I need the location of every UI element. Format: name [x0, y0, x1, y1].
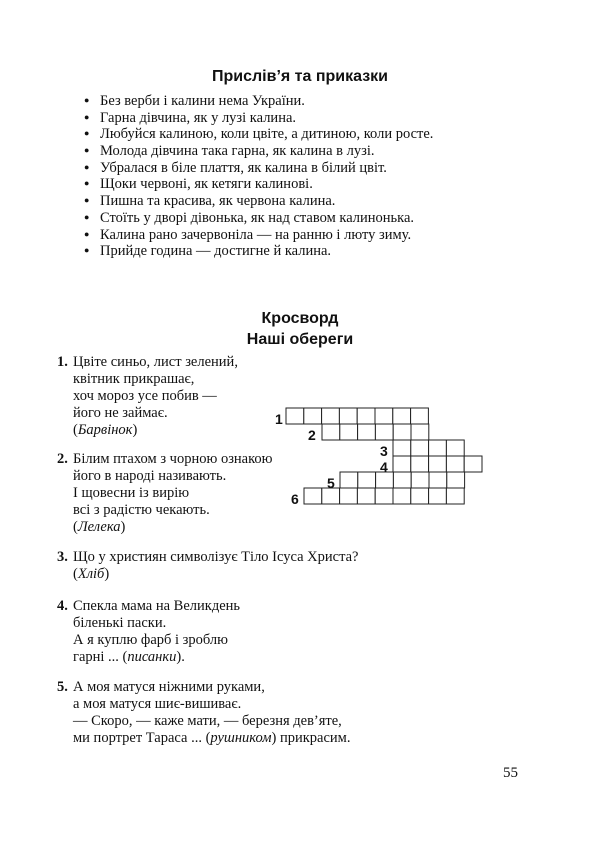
list-item: ● Пишна та красива, як червона калина. [84, 192, 433, 209]
answer: Лелека [77, 519, 121, 535]
crossword-cell[interactable] [411, 440, 429, 456]
question-line: А моя матуся ніжними руками, [73, 679, 265, 695]
answer-line: гарні ... (писанки). [73, 649, 185, 665]
crossword-cell[interactable] [357, 488, 375, 504]
crossword-row-label: 3 [380, 443, 388, 459]
crossword-cell[interactable] [393, 472, 411, 488]
list-item: ● Прийде година — достигне й калина. [84, 242, 433, 259]
crossword-cell[interactable] [429, 456, 447, 472]
list-item: ● Стоїть у дворі дівонька, як над ставом калинонька. [84, 209, 433, 226]
crossword-cell[interactable] [393, 488, 411, 504]
crossword-cell[interactable] [304, 408, 322, 424]
question-line: Що у християн символізує Тіло Ісуса Христа? [73, 549, 359, 565]
question-line: І щовесни із вирію [73, 485, 190, 501]
crossword-cell[interactable] [393, 456, 411, 472]
answer: рушником [210, 730, 272, 746]
question-line: біленькі паски. [73, 615, 167, 631]
question-number: 1. [57, 354, 68, 370]
crossword-cell[interactable] [375, 424, 393, 440]
crossword-row-label: 6 [291, 491, 299, 507]
crossword-cell[interactable] [358, 424, 376, 440]
answer-line: (Барвінок) [73, 422, 138, 438]
crossword-row-label: 1 [275, 411, 283, 427]
crossword-row-label: 2 [308, 427, 316, 443]
question-number: 3. [57, 549, 68, 565]
crossword-cell[interactable] [411, 488, 429, 504]
crossword-cell[interactable] [429, 488, 447, 504]
crossword-cell[interactable] [446, 456, 464, 472]
crossword-cell[interactable] [304, 488, 322, 504]
answer: Хліб [77, 566, 105, 582]
question-line: Білим птахом з чорною ознакою [73, 451, 273, 467]
crossword-cell[interactable] [411, 424, 429, 440]
crossword-subtitle: Наші обереги [246, 331, 354, 348]
crossword-cell[interactable] [340, 424, 358, 440]
crossword-cell[interactable] [411, 472, 429, 488]
question-line: а моя матуся шиє-вишиває. [73, 696, 242, 712]
answer-line: (Лелека) [73, 519, 126, 535]
crossword-cell[interactable] [339, 408, 357, 424]
crossword-cell[interactable] [411, 456, 429, 472]
question-number: 4. [57, 598, 68, 614]
crossword-cell[interactable] [340, 472, 358, 488]
crossword-cell[interactable] [393, 408, 411, 424]
list-item: ● Любуйся калиною, коли цвіте, а дитиною, коли росте. [84, 125, 433, 142]
question-line: хоч мороз усе побив — [73, 388, 217, 404]
crossword-cell[interactable] [340, 488, 358, 504]
answer: Барвінок [77, 422, 133, 438]
crossword-row-label: 5 [327, 475, 335, 491]
crossword-cell[interactable] [322, 408, 340, 424]
question-number: 2. [57, 451, 68, 467]
list-item: ● Щоки червоні, як кетяги калинові. [84, 175, 433, 192]
crossword-cell[interactable] [322, 424, 340, 440]
list-item: ● Гарна дівчина, як у лузі калина. [84, 109, 433, 126]
crossword-title: Кросворд [261, 310, 339, 327]
list-item: ● Калина рано зачервоніла — на ранню і люту зиму. [84, 226, 433, 243]
crossword-cell[interactable] [286, 408, 304, 424]
crossword-cell[interactable] [393, 424, 411, 440]
answer: писанки [127, 649, 177, 665]
question-line: — Скоро, — каже мати, — березня дев’яте, [73, 713, 342, 729]
crossword-cell[interactable] [447, 472, 465, 488]
crossword-cell[interactable] [429, 440, 447, 456]
crossword-row-label: 4 [380, 459, 388, 475]
crossword-cell[interactable] [375, 408, 393, 424]
question-number: 5. [57, 679, 68, 695]
question-line: Цвіте синьо, лист зелений, [73, 354, 238, 370]
answer-line: (Хліб) [73, 566, 110, 582]
crossword-cell[interactable] [357, 408, 375, 424]
crossword-cell[interactable] [375, 488, 393, 504]
crossword-cell[interactable] [411, 408, 429, 424]
crossword-cell[interactable] [446, 440, 464, 456]
crossword-cell[interactable] [446, 488, 464, 504]
answer-line: ми портрет Тараса ... (рушником) прикрасим. [73, 730, 351, 746]
question-line: А я куплю фарб і зроблю [73, 632, 228, 648]
page-number: 55 [503, 765, 518, 781]
question-line: його в народі називають. [73, 468, 227, 484]
crossword-cell[interactable] [393, 440, 411, 456]
list-item: ● Молода дівчина така гарна, як калина в лузі. [84, 142, 433, 159]
crossword-cell[interactable] [429, 472, 447, 488]
list-item: ● Убралася в біле плаття, як калина в білий цвіт. [84, 159, 433, 176]
crossword-cell[interactable] [358, 472, 376, 488]
question-line: квітник прикрашає, [73, 371, 195, 387]
list-item: ● Без верби і калини нема України. [84, 92, 433, 109]
question-line: його не займає. [73, 405, 168, 421]
question-line: всі з радістю чекають. [73, 502, 210, 518]
question-line: Спекла мама на Великдень [73, 598, 241, 614]
proverbs-title: Прислів’я та приказки [211, 68, 389, 85]
crossword-cell[interactable] [464, 456, 482, 472]
